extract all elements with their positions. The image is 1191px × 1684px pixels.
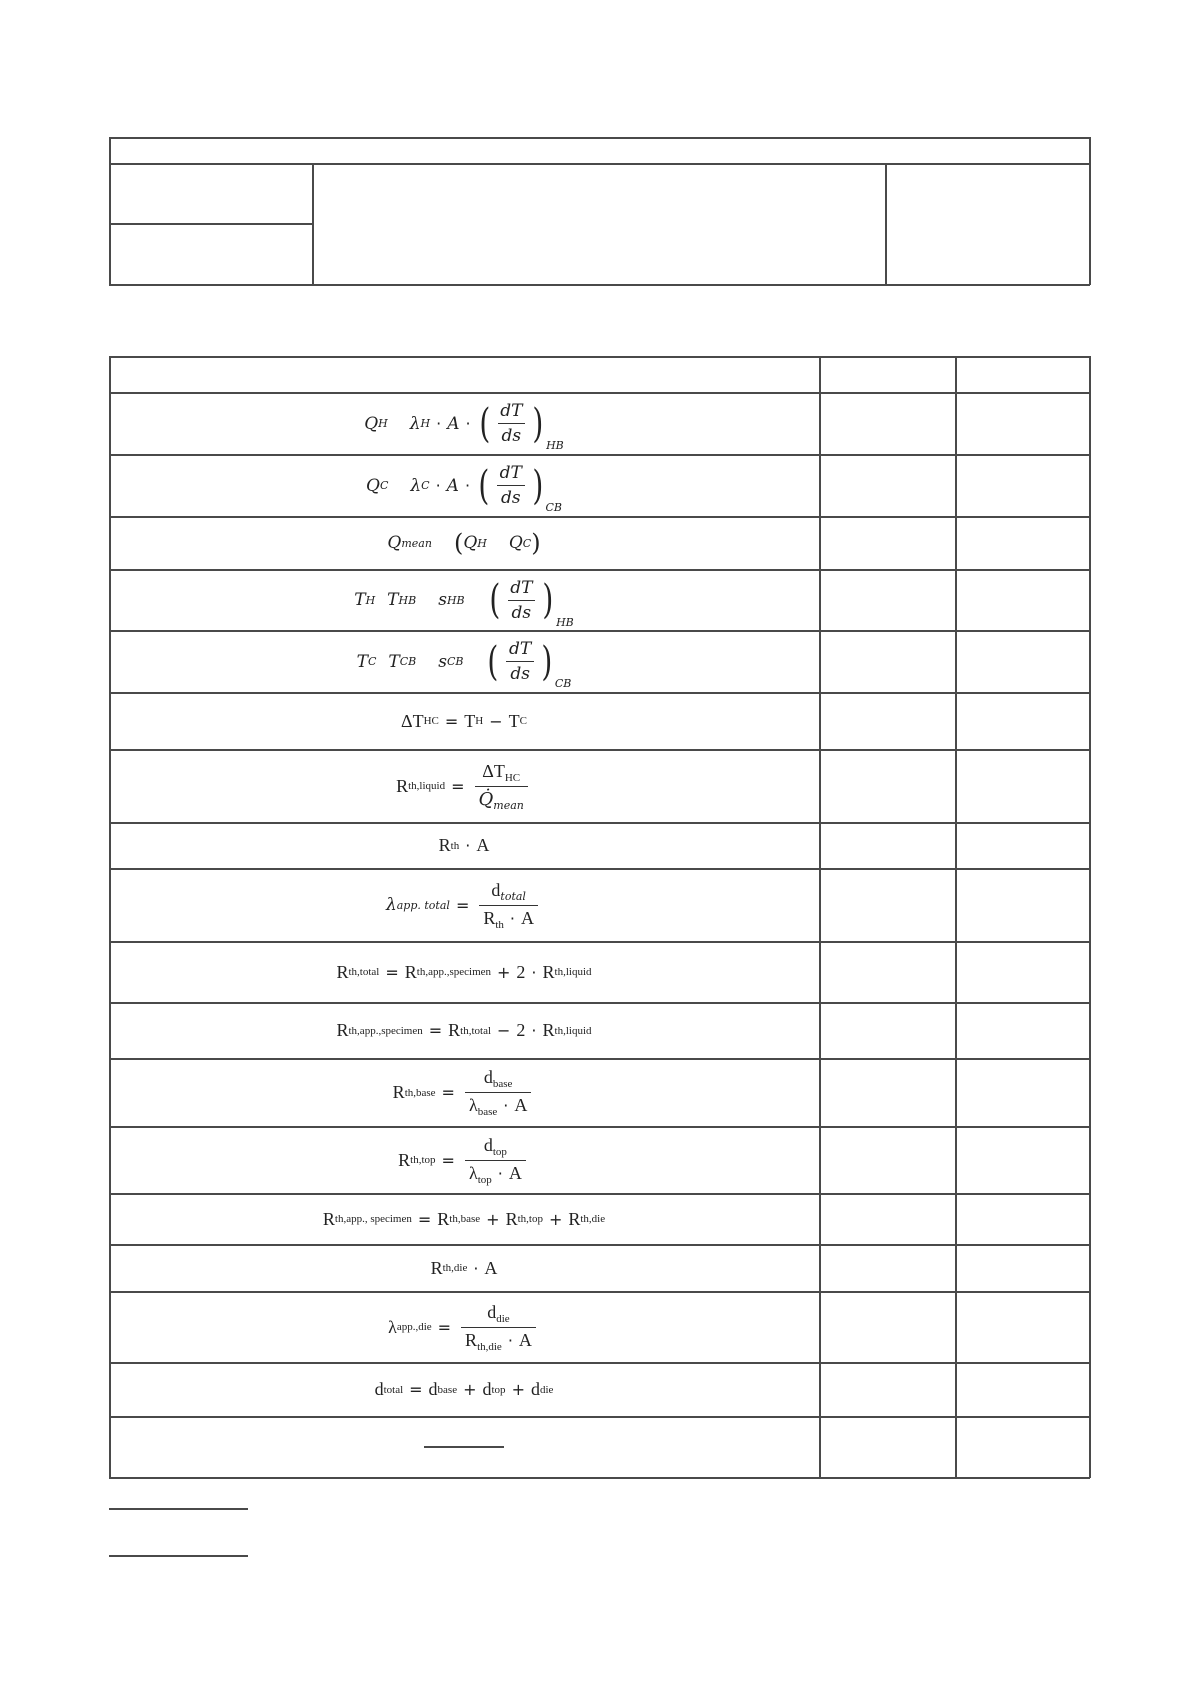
- subscript: H: [420, 417, 431, 430]
- symbol: T: [354, 590, 366, 610]
- table-col-border: [1089, 356, 1091, 1478]
- formula-row-r-specimen: [110, 1003, 818, 1058]
- fraction-denominator: ds: [497, 485, 525, 508]
- symbol: R: [437, 1208, 450, 1229]
- operator: =: [417, 1209, 432, 1229]
- formula-d-total: [375, 1379, 554, 1400]
- formula-r-total: R th,total = R th,app.,specimen + 2 · R th,liquid: [336, 961, 592, 982]
- subscript: th,top: [410, 1154, 436, 1166]
- symbol: R: [322, 1208, 335, 1229]
- header-col-divider-2: [885, 163, 887, 285]
- subscript: th: [450, 839, 460, 852]
- subscript: HB: [446, 593, 465, 607]
- subscript: C: [367, 655, 377, 668]
- subscript: CB: [446, 655, 464, 668]
- operator: +: [548, 1209, 563, 1229]
- operator: =: [451, 776, 465, 796]
- header-col-divider-1: [312, 163, 314, 285]
- symbol: A: [484, 1257, 498, 1278]
- symbol: R: [483, 907, 496, 928]
- operator: =: [385, 962, 399, 982]
- formula-temp-hot: T H T HB s HB ( $\frac{dT}{ds}$ ) HB: [354, 577, 574, 629]
- symbol: A: [521, 907, 535, 928]
- formula-row-r-liquid: [110, 750, 818, 822]
- symbol: Q: [508, 533, 523, 553]
- header-top-border: [109, 137, 1090, 139]
- subscript: mean: [401, 536, 432, 550]
- fraction-denominator: ds: [508, 600, 536, 623]
- subscript: HB: [556, 615, 574, 629]
- symbol: Q: [364, 413, 379, 434]
- operator: =: [441, 1083, 455, 1102]
- formula-row-d-total: [110, 1363, 818, 1416]
- operator: −: [497, 1021, 511, 1040]
- symbol: Q: [387, 533, 402, 553]
- operator: =: [444, 711, 459, 731]
- subscript: th,die: [442, 1262, 468, 1274]
- subscript: th,die: [477, 1340, 502, 1353]
- table-col-border: [819, 356, 821, 1478]
- symbol: R: [336, 961, 349, 982]
- symbol: R: [542, 1020, 555, 1040]
- operator: +: [486, 1209, 500, 1229]
- symbol: A: [518, 1329, 532, 1350]
- formula-r-die-area: R th,die · A: [430, 1257, 498, 1278]
- subscript: base: [437, 1383, 458, 1396]
- number: 2: [516, 961, 526, 982]
- symbol: R: [465, 1329, 478, 1350]
- symbol: R: [505, 1208, 518, 1229]
- symbol: R: [438, 835, 451, 855]
- subscript: HC: [504, 771, 521, 784]
- fraction-numerator: dT: [510, 577, 533, 598]
- fraction-denominator: ds: [506, 661, 534, 684]
- formula-row-r-total: [110, 942, 818, 1002]
- symbol: d: [482, 1379, 492, 1399]
- subscript: top: [491, 1383, 506, 1396]
- formula-temp-cold: T C T CB s CB ( $\frac{dT}{ds}$ ) CB: [356, 638, 572, 690]
- symbol: A: [476, 835, 490, 855]
- subscript: H: [378, 417, 388, 430]
- symbol: s: [438, 590, 447, 610]
- symbol: d: [483, 1134, 493, 1155]
- symbol: R: [568, 1208, 581, 1229]
- subscript: th,total: [460, 1024, 492, 1037]
- subscript: HC: [423, 715, 439, 727]
- fraction-numerator: dT: [499, 463, 522, 483]
- subscript: th,total: [348, 966, 380, 978]
- operator: −: [489, 711, 503, 731]
- formula-row-delta-t: [110, 693, 818, 749]
- symbol: d: [491, 879, 501, 900]
- subscript: mean: [493, 798, 524, 812]
- symbol: A: [447, 413, 460, 434]
- formula-row-lambda-total: [110, 869, 818, 941]
- table-col-border: [955, 356, 957, 1478]
- fraction-numerator: dT: [509, 639, 532, 659]
- symbol: λ: [468, 1162, 478, 1183]
- formula-lambda-total: λ app. total = $\frac{d_{total}}{R_{th} \cdot A}$: [386, 880, 542, 931]
- symbol: λ: [409, 413, 421, 434]
- subscript: total: [383, 1383, 404, 1396]
- subscript: th: [495, 918, 504, 931]
- symbol: d: [530, 1379, 540, 1399]
- header-row-divider: [109, 163, 1090, 165]
- symbol: A: [514, 1095, 528, 1115]
- subscript: th,die: [580, 1213, 606, 1225]
- symbol: s: [438, 651, 447, 672]
- operator: =: [428, 1021, 443, 1040]
- subscript: th,base: [449, 1213, 481, 1225]
- formula-row-temp-hot: [110, 570, 818, 630]
- formula-row-heat-flow-hot: [110, 393, 818, 454]
- fraction-bar: [424, 1446, 504, 1448]
- subscript: th,liquid: [554, 1024, 592, 1037]
- operator: +: [511, 1380, 525, 1399]
- subscript: H: [475, 715, 484, 727]
- formula-r-sum: [323, 1209, 605, 1230]
- table-rule: [109, 356, 1090, 358]
- header-bottom-border: [109, 284, 1090, 286]
- subscript: C: [519, 715, 527, 727]
- formula-r-area: R th · A: [438, 835, 490, 855]
- formula-row-temp-cold: [110, 631, 818, 692]
- subscript: th,liquid: [554, 966, 592, 978]
- operator: =: [441, 1150, 455, 1170]
- symbol: λ: [385, 895, 397, 915]
- subscript: app. total: [396, 898, 450, 912]
- symbol: λ: [410, 475, 422, 496]
- formula-row-r-base: [110, 1059, 818, 1126]
- symbol: T: [464, 710, 476, 731]
- symbol: ΔT: [401, 710, 424, 731]
- subscript: CB: [554, 677, 572, 690]
- subscript: app.,die: [396, 1321, 432, 1333]
- symbol: Q̇: [478, 788, 494, 810]
- header-left-border: [109, 137, 111, 285]
- subscript: th,app.,specimen: [416, 966, 492, 978]
- formula-lambda-die: λ app.,die = $\frac{d_{die}}{R_{th,die} \cdot A}$: [388, 1302, 540, 1353]
- footnote-rule: [109, 1555, 248, 1557]
- symbol: A: [446, 475, 459, 496]
- formula-heat-flow-mean: Q mean ( Q H Q C ): [387, 529, 541, 557]
- footnote-rule: [109, 1508, 248, 1510]
- formula-row-r-area: [110, 823, 818, 868]
- symbol: R: [336, 1020, 349, 1040]
- symbol: R: [392, 1082, 405, 1102]
- subscript: th,app., specimen: [334, 1213, 412, 1225]
- operator: +: [497, 962, 511, 982]
- subscript: HB: [546, 439, 564, 452]
- subscript: C: [421, 479, 430, 492]
- formula-r-specimen: R th,app.,specimen = R th,total − 2 · R th,liquid: [336, 1020, 592, 1040]
- subscript: th,top: [517, 1213, 543, 1225]
- symbol: T: [508, 710, 520, 731]
- formula-r-liquid: [396, 761, 532, 812]
- symbol: R: [542, 961, 555, 982]
- fraction-numerator: dT: [500, 401, 523, 421]
- subscript: CB: [399, 655, 417, 668]
- subscript: die: [539, 1383, 554, 1396]
- formula-heat-flow-cold: Q C λ C · A · ( $\frac{dT}{ds}$ ) CB: [366, 462, 562, 514]
- formula-row-empty: [110, 1417, 818, 1477]
- subscript: H: [477, 536, 487, 550]
- fraction-denominator: ds: [498, 423, 526, 446]
- symbol: ΔT: [482, 760, 505, 781]
- symbol: T: [388, 651, 400, 672]
- formula-row-r-sum: [110, 1194, 818, 1244]
- operator: =: [437, 1317, 452, 1337]
- operator: =: [455, 895, 470, 915]
- symbol: R: [404, 961, 417, 982]
- subscript: C: [379, 479, 389, 492]
- formula-r-base: R th,base = $\frac{d_{base}}{\lambda_{base} \cdot A}$: [393, 1067, 536, 1118]
- subscript: CB: [545, 501, 562, 514]
- symbol: A: [508, 1162, 522, 1183]
- symbol: R: [430, 1257, 443, 1278]
- symbol: λ: [388, 1316, 397, 1337]
- symbol: d: [374, 1379, 384, 1399]
- subscript: C: [522, 536, 532, 550]
- subscript: base: [477, 1106, 498, 1118]
- symbol: T: [387, 590, 399, 610]
- table-rule: [109, 1477, 1090, 1479]
- subscript: die: [496, 1312, 510, 1325]
- formula-row-heat-flow-mean: [110, 517, 818, 569]
- subscript: HB: [398, 593, 417, 607]
- subscript: total: [500, 889, 526, 903]
- symbol: Q: [366, 475, 380, 496]
- symbol: Q: [463, 533, 478, 553]
- operator: =: [409, 1380, 423, 1399]
- symbol: R: [448, 1020, 461, 1040]
- operator: +: [463, 1380, 477, 1399]
- formula-r-top: R th,top = $\frac{d_{top}}{\lambda_{top} \cdot A}$: [398, 1135, 530, 1186]
- symbol: T: [356, 651, 368, 672]
- formula-row-r-top: [110, 1127, 818, 1193]
- number: 2: [516, 1020, 526, 1040]
- header-right-border: [1089, 137, 1091, 285]
- symbol: R: [398, 1149, 411, 1170]
- symbol: d: [487, 1301, 497, 1322]
- symbol: R: [396, 775, 409, 796]
- subscript: top: [477, 1173, 492, 1186]
- subscript: H: [365, 593, 376, 607]
- formula-delta-t: [401, 711, 527, 732]
- header-left-divider: [109, 223, 313, 225]
- symbol: λ: [468, 1095, 478, 1115]
- formula-row-heat-flow-cold: [110, 455, 818, 516]
- formula-heat-flow-hot: Q H λ H · A · ( $\frac{dT}{ds}$ ) HB: [364, 400, 564, 452]
- formula-row-lambda-die: [110, 1292, 818, 1362]
- subscript: th,liquid: [408, 780, 446, 792]
- symbol: d: [483, 1067, 493, 1087]
- formula-row-r-die-area: [110, 1245, 818, 1291]
- subscript: base: [492, 1078, 513, 1090]
- subscript: th,app.,specimen: [348, 1024, 423, 1037]
- symbol: d: [428, 1379, 438, 1399]
- subscript: top: [492, 1145, 507, 1158]
- subscript: th,base: [404, 1086, 436, 1099]
